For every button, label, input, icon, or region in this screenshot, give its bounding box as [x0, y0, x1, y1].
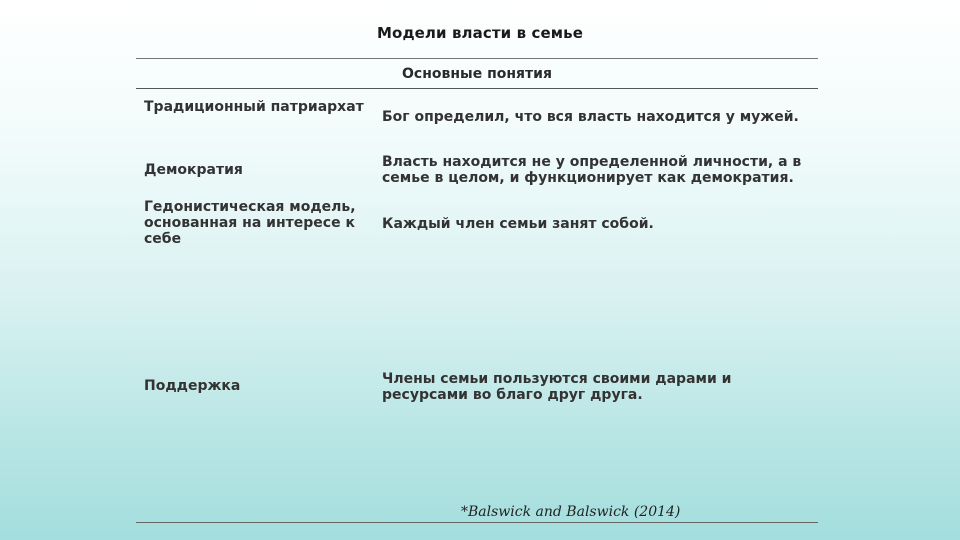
definition-cell: Власть находится не у определенной личности, а в семье в целом, и функционирует как демократия. [382, 154, 802, 186]
table-column-header: Основные понятия [402, 66, 552, 82]
table-header-rule [136, 88, 818, 89]
table-top-rule [136, 58, 818, 59]
term-cell: Гедонистическая модель, основанная на интересе к себе [144, 199, 356, 247]
citation: *Balswick and Balswick (2014) [461, 504, 681, 520]
table-bottom-rule [136, 522, 818, 523]
definition-cell: Бог определил, что вся власть находится у мужей. [382, 109, 799, 125]
definition-cell: Каждый член семьи занят собой. [382, 216, 654, 232]
term-cell: Демократия [144, 162, 243, 178]
term-cell: Поддержка [144, 378, 241, 394]
term-cell: Традиционный патриархат [144, 99, 364, 115]
definition-cell: Члены семьи пользуются своими дарами и ресурсами во благо друг друга. [382, 371, 732, 403]
slide-title: Модели власти в семье [377, 24, 583, 42]
